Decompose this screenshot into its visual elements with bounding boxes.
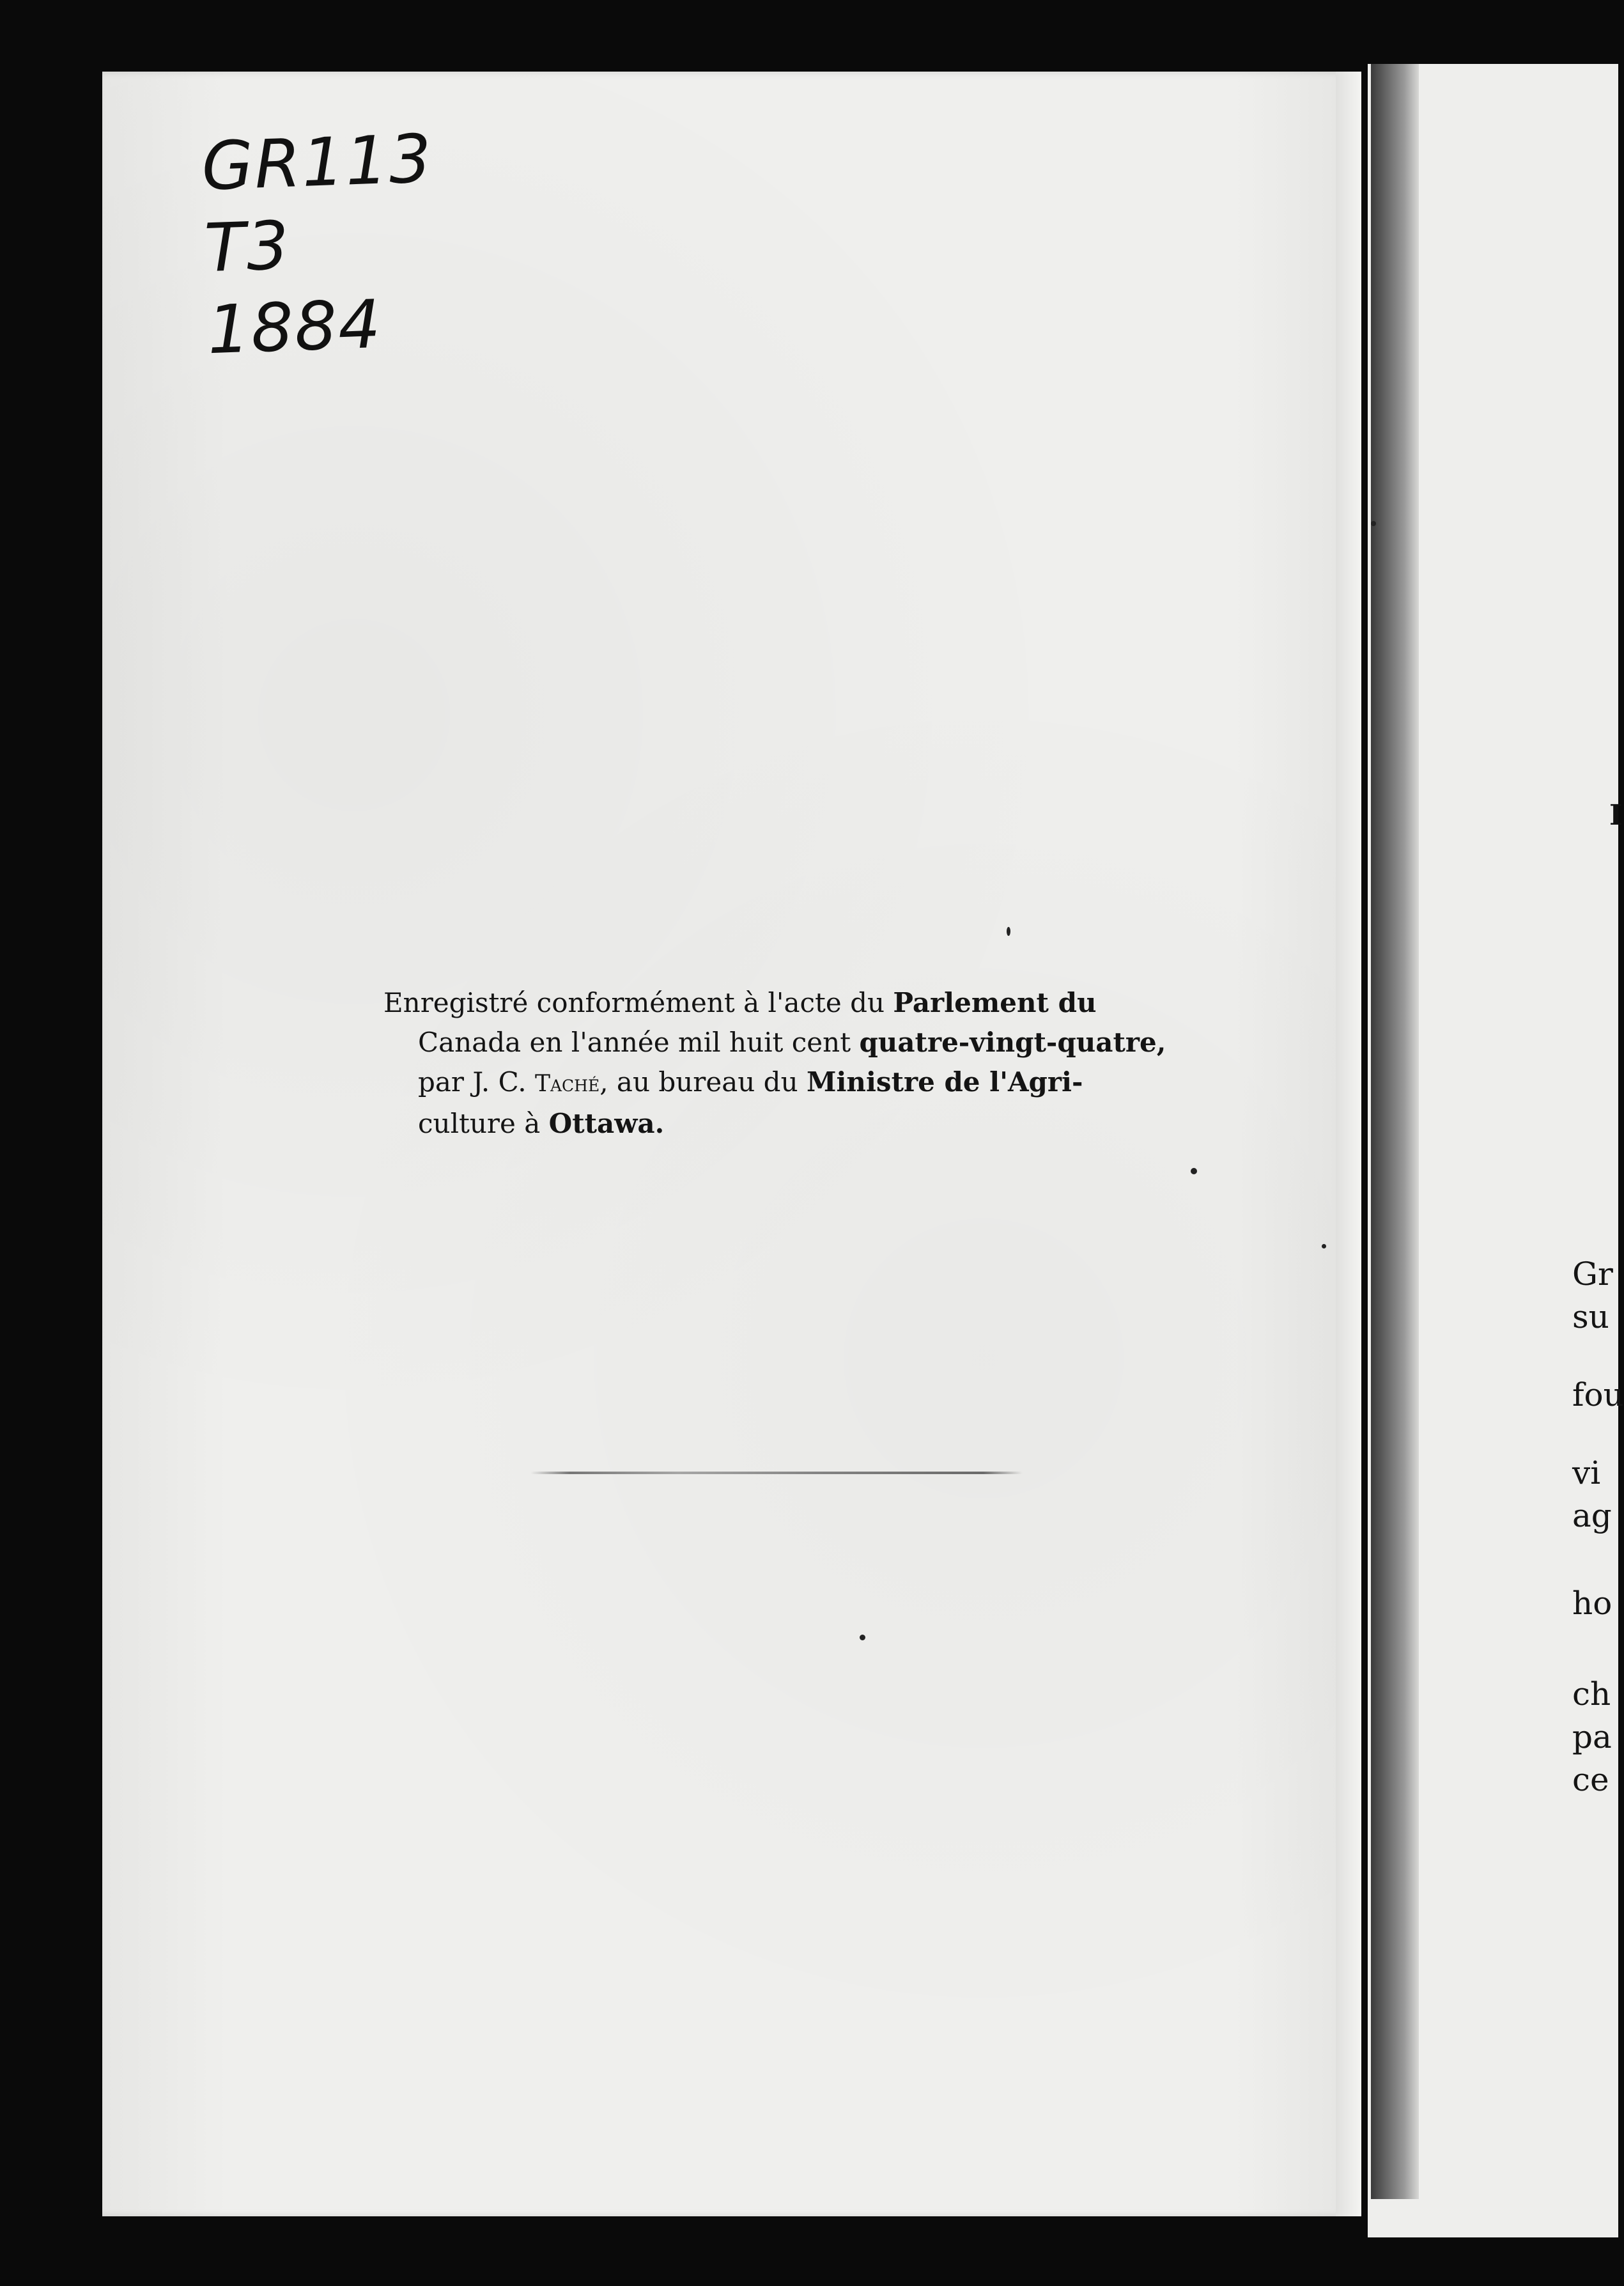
text-fragment: pa (1572, 1718, 1612, 1755)
imprint-text: par J. C. (418, 1066, 535, 1098)
imprint-line-3 (383, 1062, 1208, 1104)
text-fragment: su (1572, 1298, 1609, 1335)
imprint-line-1 (383, 983, 1208, 1023)
copyright-imprint (383, 983, 1208, 1144)
handwritten-call-number (200, 118, 440, 371)
call-number-line: GR113 (200, 119, 434, 206)
call-number-line: 1884 (206, 284, 383, 369)
imprint-text: , au bureau du (599, 1066, 807, 1098)
imprint-text: culture à (418, 1108, 549, 1139)
paper-speck (1191, 1168, 1197, 1174)
text-fragment: ce (1572, 1761, 1609, 1798)
paper-speck (1007, 927, 1010, 936)
text-fragment: vi (1572, 1454, 1601, 1491)
text-fragment: ag (1572, 1497, 1612, 1534)
right-page-fragment: I (1609, 799, 1623, 832)
imprint-line-2 (383, 1023, 1208, 1062)
text-fragment: ho (1572, 1585, 1612, 1622)
imprint-bold-text: Ministre de l'Agri- (806, 1066, 1083, 1098)
left-page-edge (1336, 72, 1361, 2216)
imprint-line-4 (383, 1104, 1208, 1144)
imprint-text: Enregistré conformément à l'acte du (383, 987, 893, 1018)
paper-speck (1371, 521, 1376, 526)
text-fragment: Gr (1572, 1256, 1613, 1293)
left-page (102, 72, 1361, 2216)
text-fragment: fou (1572, 1376, 1624, 1413)
imprint-text: Canada en l'année mil huit cent (418, 1027, 860, 1058)
right-page-text-fragments (1572, 1253, 1624, 1801)
paper-speck (860, 1635, 865, 1640)
imprint-bold-text: Ottawa. (548, 1108, 665, 1139)
imprint-bold-text: Parlement du (893, 987, 1097, 1018)
imprint-author-name: Taché (534, 1071, 600, 1097)
call-number-line: T3 (203, 206, 291, 288)
paper-speck (1322, 1244, 1326, 1248)
text-fragment: ch (1572, 1676, 1611, 1713)
imprint-bold-text: quatre-vingt-quatre, (859, 1027, 1166, 1058)
decorative-rule (530, 1472, 1023, 1474)
book-gutter-shadow (1371, 64, 1419, 2199)
